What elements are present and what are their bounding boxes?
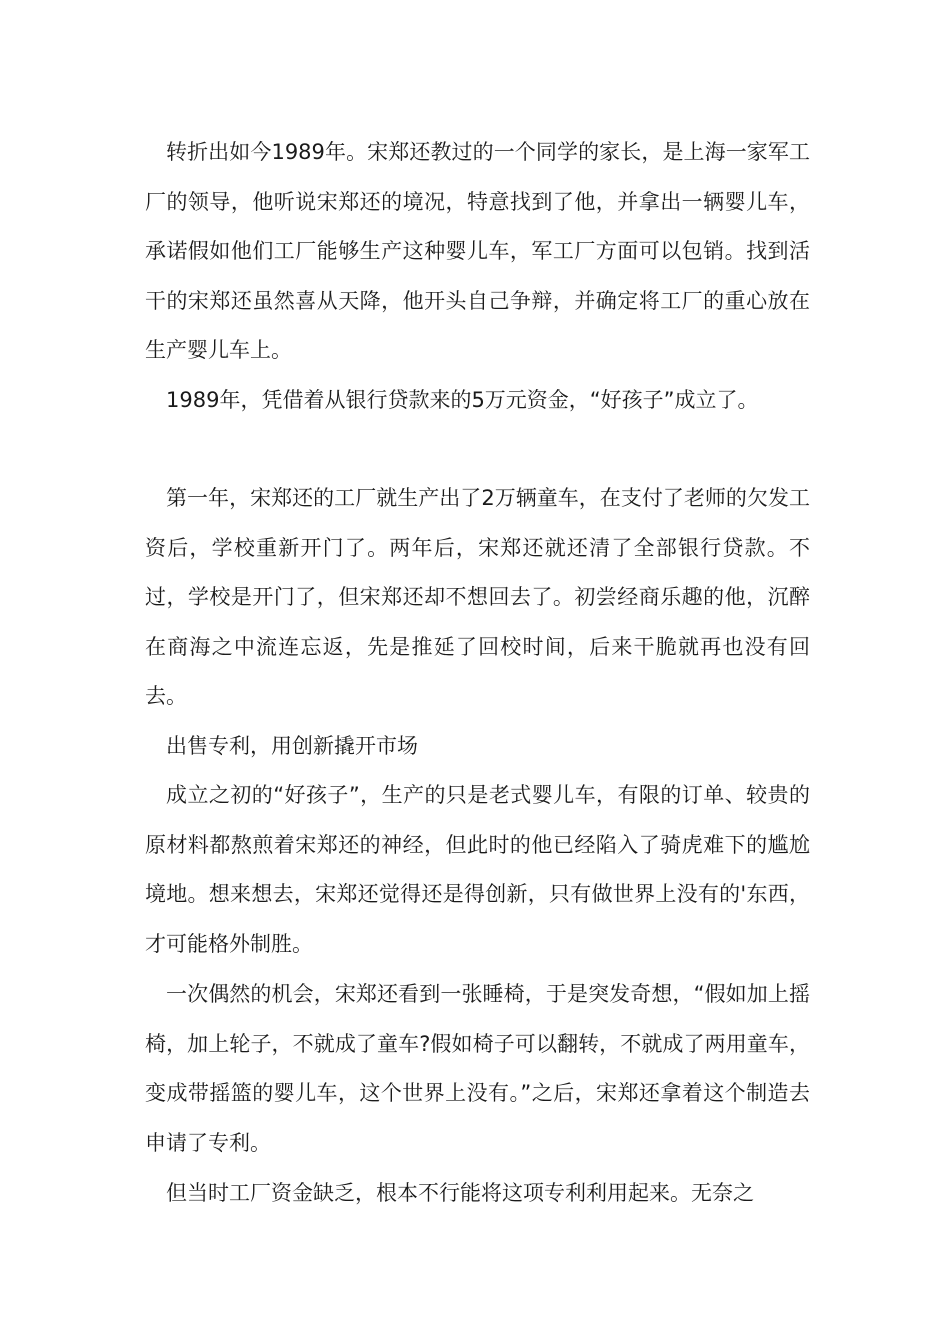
paragraph-1 [145, 128, 810, 376]
paragraph-text: 成立之初的“好孩子”，生产的只是老式婴儿车，有限的订单、较贵的原材料都熬煎着宋郑还的神经，但此时的他已经陷入了骑虎难下的尴尬境地。想来想去，宋郑还觉得还是得创新，只有做世界上没有的'东西，才可能格外制胜。 [145, 783, 810, 956]
paragraph-text: 一次偶然的机会，宋郑还看到一张睡椅，于是突发奇想，“假如加上摇椅，加上轮子，不就成了童车?假如椅子可以翻转，不就成了两用童车，变成带摇篮的婴儿车，这个世界上没有。”之后，宋郑还拿着这个制造去申请了专利。 [145, 982, 810, 1155]
section-heading [145, 722, 810, 772]
paragraph-text: 但当时工厂资金缺乏，根本不行能将这项专利利用起来。无奈之 [166, 1181, 754, 1205]
paragraph-text: 第一年，宋郑还的工厂就生产出了2万辆童车，在支付了老师的欠发工资后，学校重新开门了。两年后，宋郑还就还清了全部银行贷款。不过，学校是开门了，但宋郑还却不想回去了。初尝经商乐趣的他，沉醉在商海之中流连忘返，先是推延了回校时间，后来干脆就再也没有回去。 [145, 486, 810, 708]
paragraph-text: 1989年，凭借着从银行贷款来的5万元资金，“好孩子”成立了。 [166, 388, 759, 412]
paragraph-6 [145, 970, 810, 1168]
heading-text: 出售专利，用创新撬开市场 [166, 734, 418, 758]
paragraph-5 [145, 771, 810, 969]
paragraph-text: 转折出如今1989年。宋郑还教过的一个同学的家长，是上海一家军工厂的领导，他听说宋郑还的境况，特意找到了他，并拿出一辆婴儿车，承诺假如他们工厂能够生产这种婴儿车，军工厂方面可以包销。找到活干的宋郑还虽然喜从天降，他开头自己争辩，并确定将工厂的重心放在生产婴儿车上。 [145, 140, 810, 362]
paragraph-3 [145, 474, 810, 722]
paragraph-7 [145, 1169, 810, 1219]
paragraph-2 [145, 376, 810, 426]
